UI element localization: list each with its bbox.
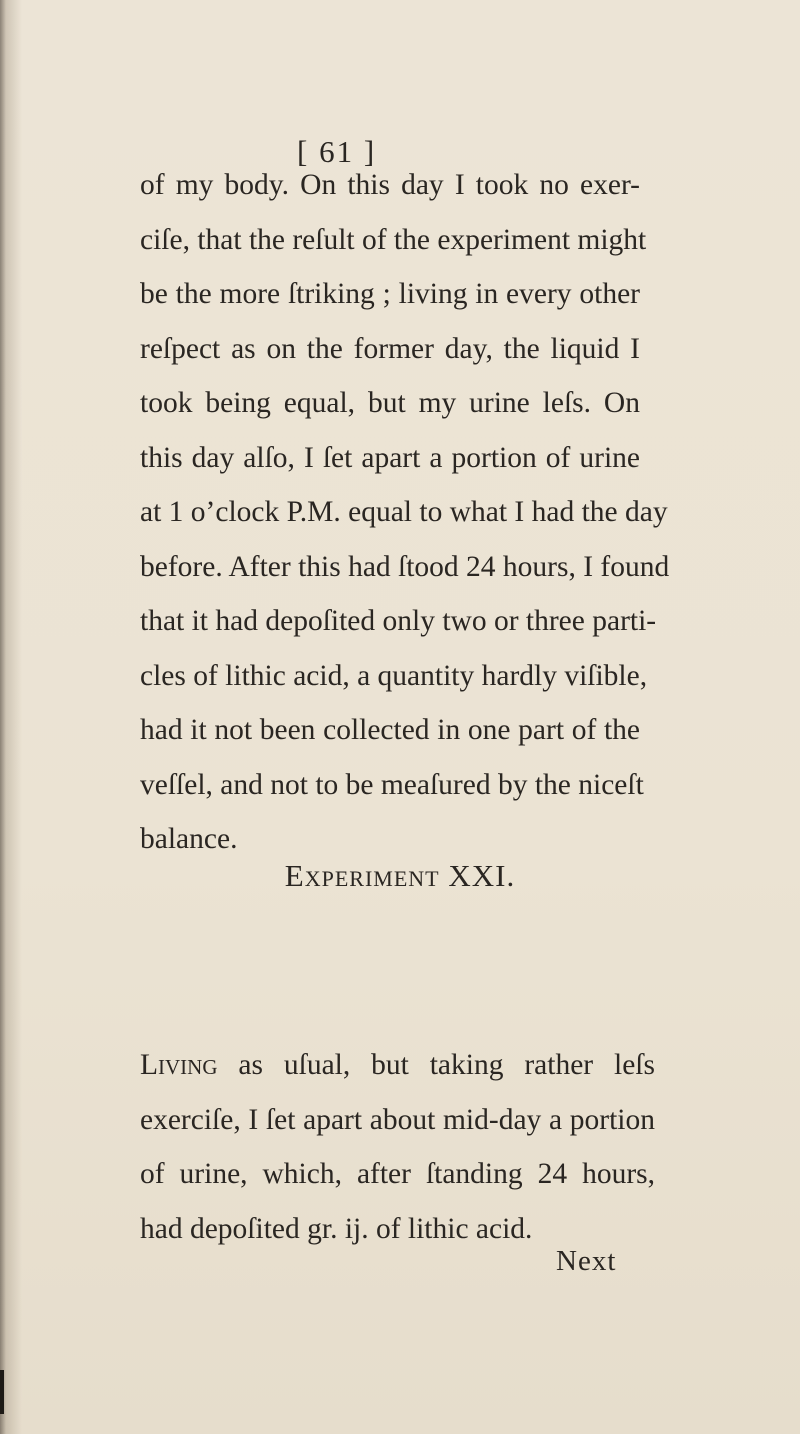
text-line: ciſe, that the reſult of the experiment might [140,223,647,256]
text-line: before. After this had ſtood 24 hours, I found [140,550,670,583]
text-line: reſpect as on the former day, the liquid I [140,332,640,365]
text-line: cles of lithic acid, a quantity hardly viſible, [140,659,648,692]
text-line: of my body. On this day I took no exer- [140,169,640,201]
text-line: at 1 o’clock P.M. equal to what I had the day [140,496,668,528]
section-heading: Experiment XXI. [284,858,516,893]
text-line: took being equal, but my urine leſs. On [140,387,640,419]
text-line: this day alſo, I ſet apart a portion of urine [140,441,640,474]
first-line-rest: as uſual, but taking rather leſs [217,1049,655,1081]
text-line: veſſel, and not to be meaſured by the niceſt [140,768,644,801]
binding-edge-mark [0,1370,4,1414]
text-line: of urine, which, after ſtanding 24 hours, [140,1158,655,1190]
page-number: [ 61 ] [297,134,377,169]
text-line: had depoſited gr. ij. of lithic acid. [140,1212,533,1245]
text-line: balance. [140,823,238,855]
text-line: exerciſe, I ſet apart about mid-day a portion [140,1103,655,1136]
text-line [140,1038,655,1093]
text-line: had it not been collected in one part of the [140,714,640,746]
paragraph-1 [140,158,670,867]
drop-word: Living [140,1049,218,1081]
paragraph-2 [140,1038,655,1256]
catchword: Next [556,1245,617,1277]
text-line: be the more ſtriking ; living in every other [140,278,640,310]
text-line: that it had depoſited only two or three parti- [140,605,657,637]
